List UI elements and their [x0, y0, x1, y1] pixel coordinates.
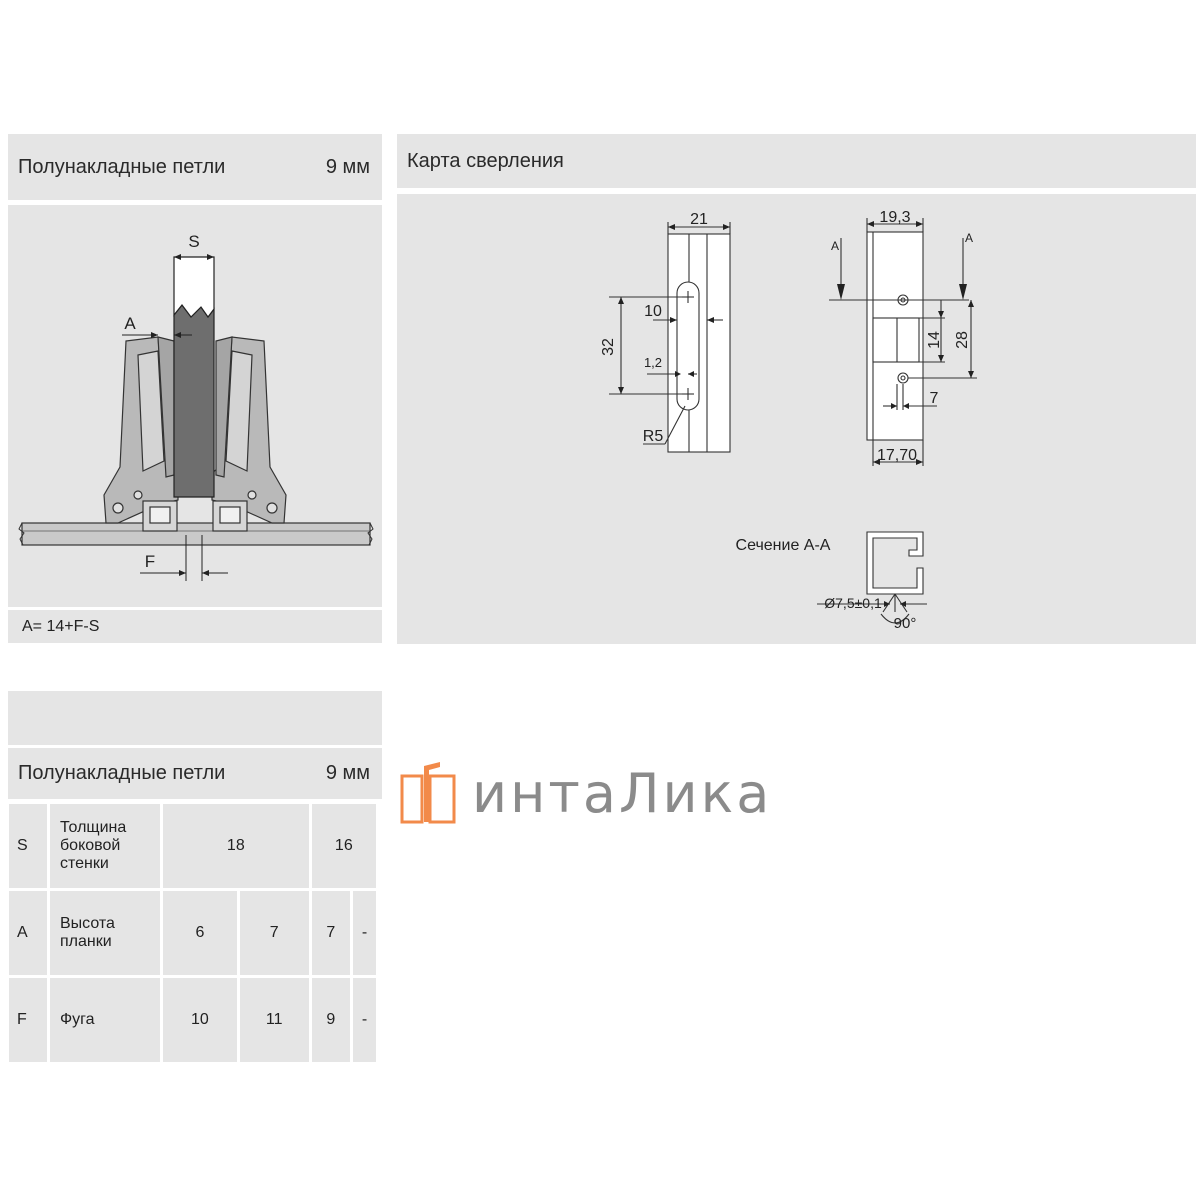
brand-logo — [400, 762, 772, 824]
side-dim-7: 7 — [929, 390, 939, 407]
hinge-formula-box — [8, 610, 382, 643]
drilling-diagram-panel — [397, 194, 1196, 644]
row-symbol: S — [9, 804, 47, 888]
hinge-panel-header — [8, 134, 382, 200]
row-value: - — [353, 891, 376, 975]
row-value: 7 — [240, 891, 309, 975]
row-label: Толщина боковой стенки — [50, 804, 160, 888]
front-width: 21 — [690, 211, 708, 228]
label-a: A — [124, 314, 136, 333]
front-dim-1-2: 1,2 — [643, 355, 663, 370]
base-board — [19, 523, 373, 545]
row-value: 7 — [312, 891, 350, 975]
hinge-panel-size: 9 мм — [325, 155, 370, 178]
row-value: - — [353, 978, 376, 1062]
front-dim-32: 32 — [600, 338, 617, 356]
hinge-diagram-panel — [8, 205, 382, 607]
hinge-panel-title: Полунакладные петли — [18, 155, 226, 178]
front-view — [609, 222, 730, 452]
row-symbol: F — [9, 978, 47, 1062]
table-panel-header — [8, 748, 382, 799]
table-panel-size: 9 мм — [325, 762, 370, 784]
row-symbol: A — [9, 891, 47, 975]
right-hinge — [212, 337, 286, 531]
drilling-panel-header — [397, 134, 1196, 188]
drilling-diagram — [397, 194, 1196, 644]
spec-table — [6, 801, 379, 1065]
side-width: 19,3 — [879, 209, 911, 226]
label-f: F — [144, 552, 156, 571]
drilling-panel-title: Карта сверления — [407, 149, 564, 172]
section-label: Сечение А-А — [735, 537, 831, 554]
row-value: 9 — [312, 978, 350, 1062]
row-label: Фуга — [50, 978, 160, 1062]
row-value: 18 — [163, 804, 309, 888]
section-angle: 90° — [893, 615, 917, 632]
row-value: 10 — [163, 978, 237, 1062]
hinge-formula: A= 14+F-S — [22, 617, 100, 635]
table-row-f — [9, 978, 376, 1062]
logo-text: интаЛика — [472, 761, 773, 825]
side-dim-17-70: 17,70 — [876, 447, 918, 464]
section-marker-left: A — [830, 239, 840, 253]
table-row-s — [9, 804, 376, 888]
table-row-a — [9, 891, 376, 975]
table-panel-title: Полунакладные петли — [18, 762, 226, 784]
row-value: 16 — [312, 804, 376, 888]
hinge-diagram — [8, 205, 382, 607]
side-dim-14: 14 — [926, 331, 943, 349]
section-marker-right: A — [964, 231, 974, 245]
logo-mark-icon — [400, 762, 458, 824]
front-radius: R5 — [642, 428, 664, 445]
front-dim-10: 10 — [644, 303, 662, 320]
row-value: 11 — [240, 978, 309, 1062]
row-value: 6 — [163, 891, 237, 975]
side-dim-28: 28 — [954, 331, 971, 349]
left-hinge — [104, 337, 178, 531]
label-s: S — [188, 232, 200, 251]
table-panel-blank-header — [8, 691, 382, 745]
section-diameter: Ø7,5±0,1 — [824, 595, 882, 611]
row-label: Высота планки — [50, 891, 160, 975]
